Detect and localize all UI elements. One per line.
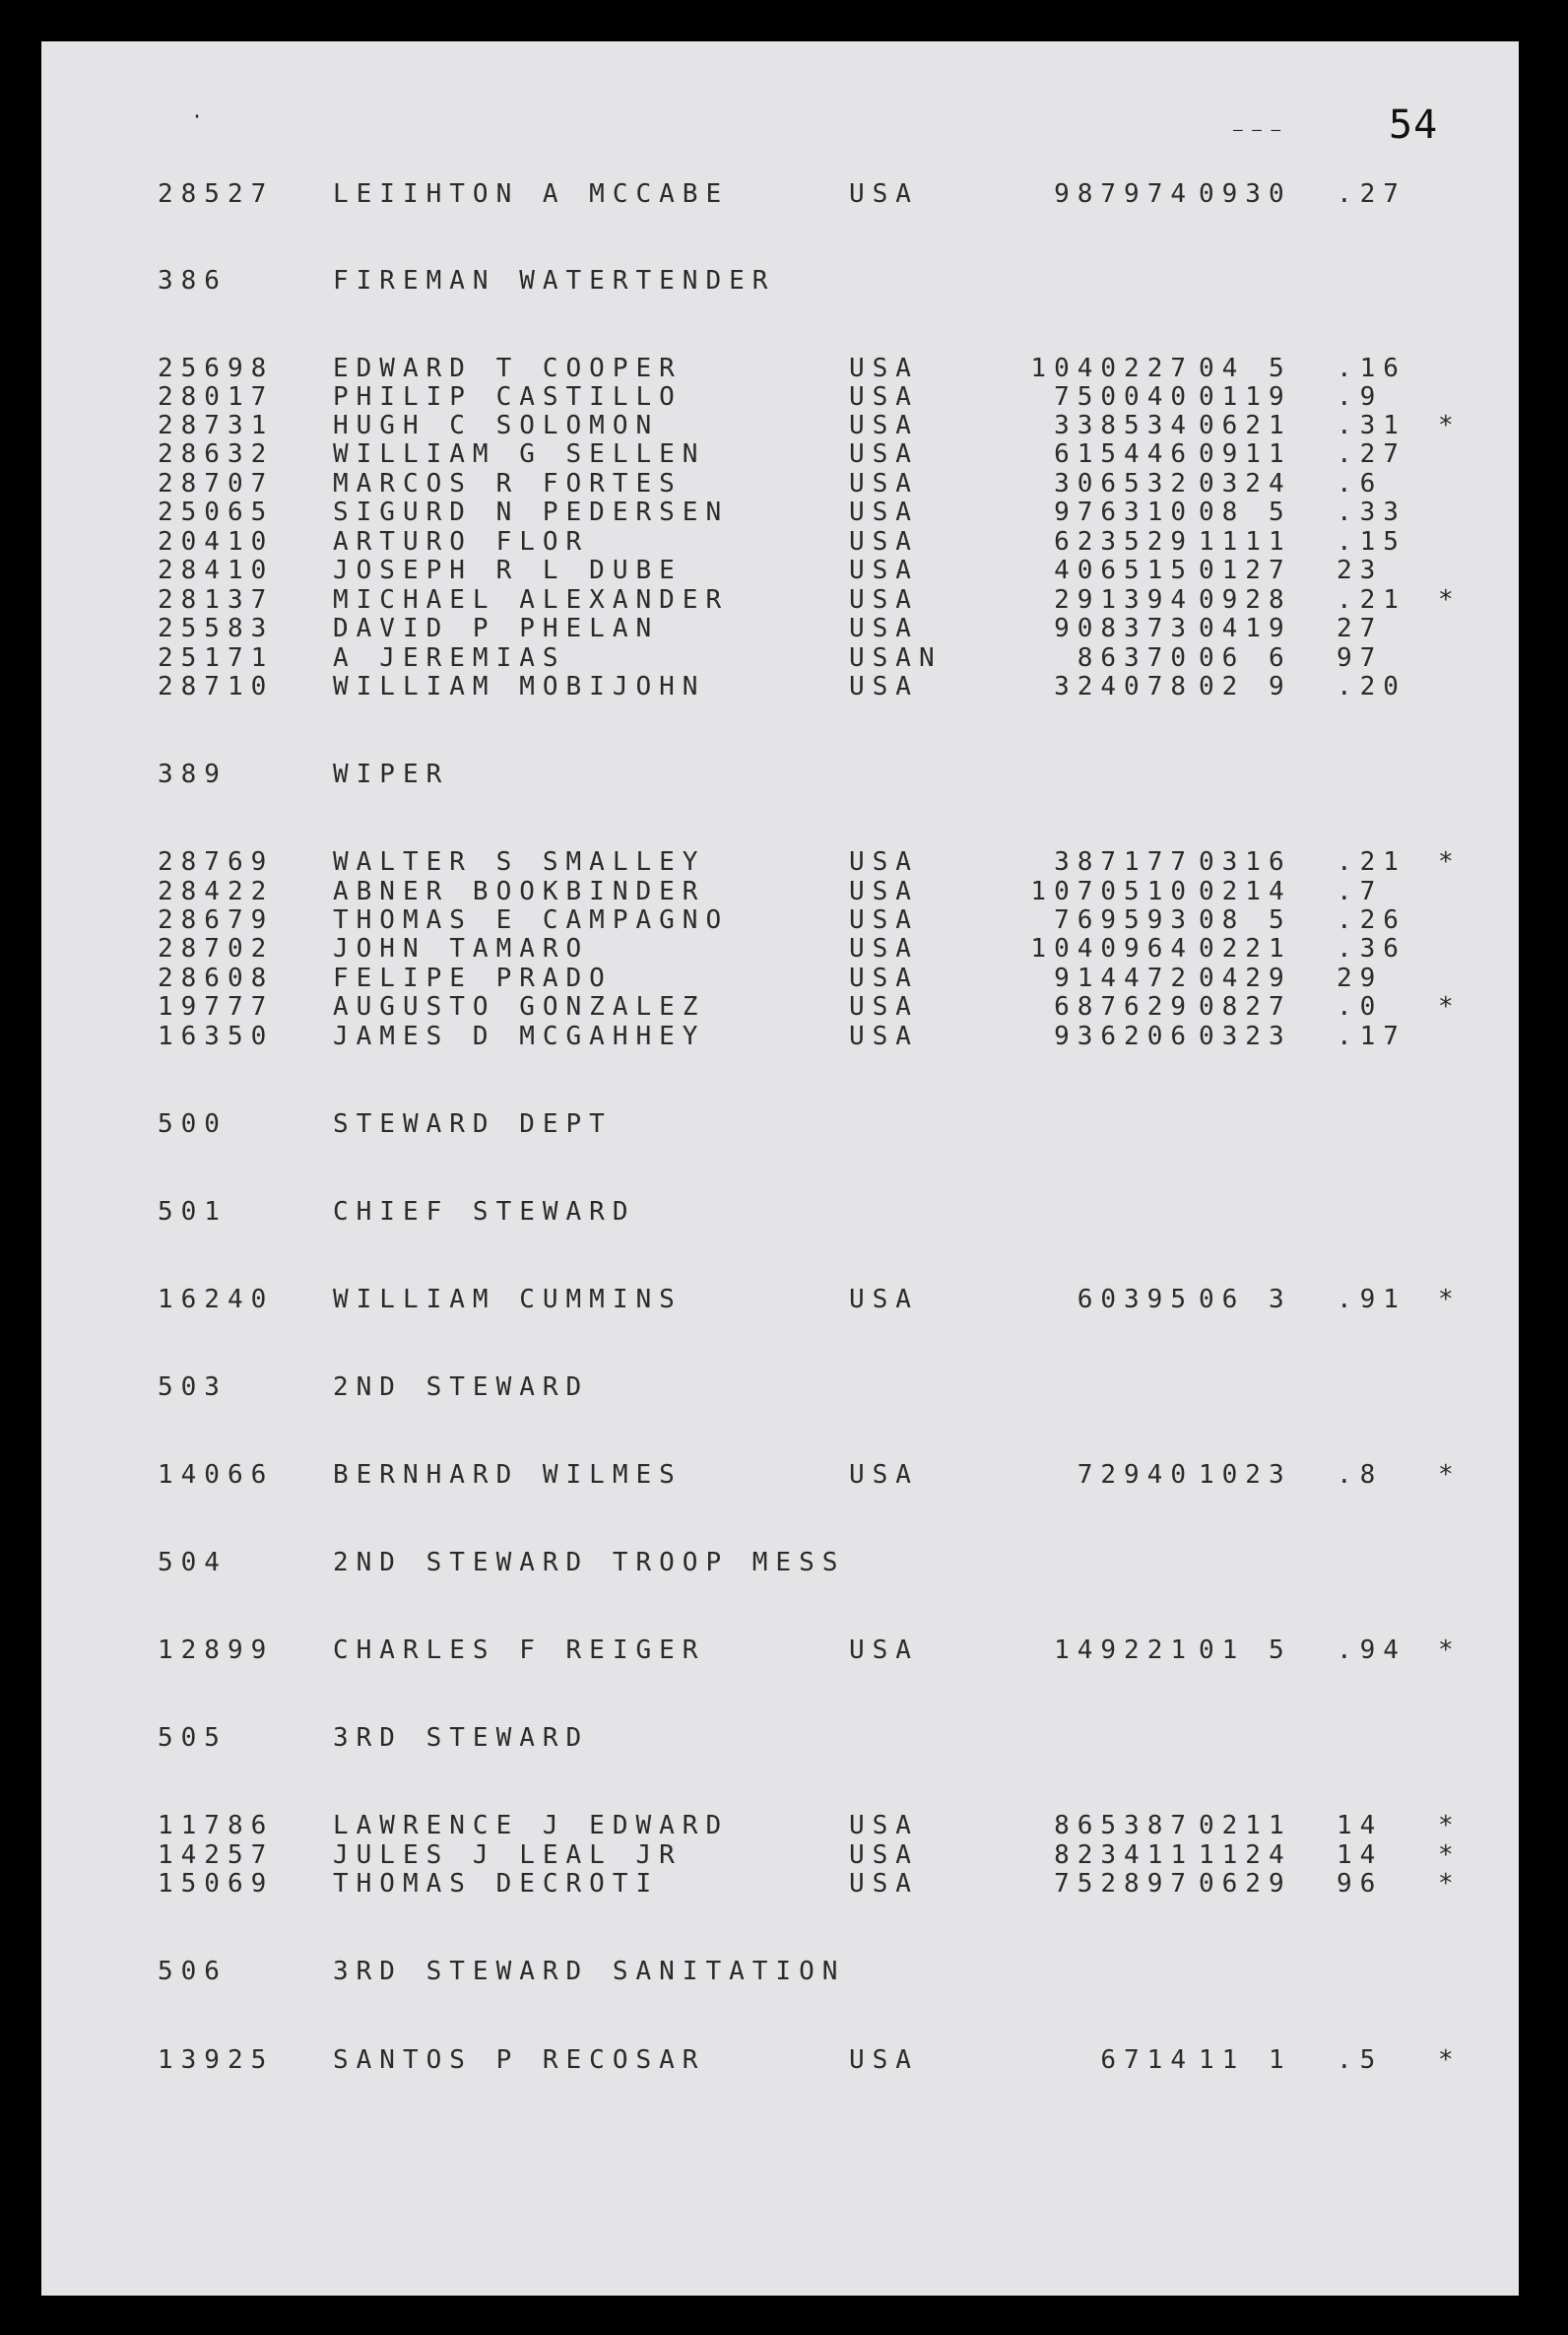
- section-header: [41, 760, 1519, 789]
- crew-value: 27: [1337, 614, 1384, 643]
- crew-date: 11 1: [1199, 2045, 1292, 2075]
- crew-nationality: USAN: [849, 643, 943, 673]
- asterisk-mark: *: [1438, 1840, 1454, 1870]
- crew-value: .6: [1337, 469, 1384, 499]
- crew-entry-row: [41, 614, 1519, 643]
- crew-nationality: USA: [849, 2045, 919, 2075]
- crew-nationality: USA: [849, 1869, 919, 1899]
- crew-nationality: USA: [849, 672, 919, 701]
- crew-name: WALTER S SMALLEY: [333, 847, 706, 877]
- crew-date: 04 5: [1199, 354, 1292, 383]
- crew-nationality: USA: [849, 877, 919, 906]
- crew-value: 14: [1337, 1811, 1384, 1840]
- crew-date: 01 5: [1199, 1635, 1292, 1665]
- crew-value: 97: [1337, 643, 1384, 673]
- crew-id: 19777: [158, 992, 275, 1022]
- speck-mark: ·: [191, 104, 204, 128]
- crew-nationality: USA: [849, 498, 919, 527]
- crew-id: 13925: [158, 2045, 275, 2075]
- crew-entry-row: [41, 877, 1519, 906]
- crew-id: 28632: [158, 439, 275, 469]
- crew-date: 0214: [1199, 877, 1292, 906]
- section-code: 389: [158, 760, 228, 789]
- section-header: [41, 1548, 1519, 1577]
- crew-nationality: USA: [849, 964, 919, 993]
- crew-id: 28679: [158, 905, 275, 935]
- document-page: [41, 41, 1519, 2296]
- dash-mark: – – –: [1233, 120, 1281, 139]
- crew-nationality: USA: [849, 1635, 919, 1665]
- crew-id: 28769: [158, 847, 275, 877]
- crew-name: LAWRENCE J EDWARD: [333, 1811, 730, 1840]
- crew-name: SIGURD N PEDERSEN: [333, 498, 730, 527]
- crew-entry-row: [41, 179, 1519, 209]
- crew-number: 86370: [1077, 643, 1194, 673]
- section-header: [41, 1957, 1519, 1986]
- crew-date: 1124: [1199, 1840, 1292, 1870]
- crew-entry-row: [41, 556, 1519, 585]
- crew-date: 0119: [1199, 382, 1292, 412]
- crew-nationality: USA: [849, 556, 919, 585]
- crew-entry-row: [41, 1285, 1519, 1314]
- crew-value: .20: [1337, 672, 1406, 701]
- section-title: 2ND STEWARD: [333, 1372, 590, 1402]
- crew-nationality: USA: [849, 382, 919, 412]
- asterisk-mark: *: [1438, 992, 1454, 1022]
- crew-value: 14: [1337, 1840, 1384, 1870]
- crew-name: MICHAEL ALEXANDER: [333, 585, 730, 615]
- crew-number: 338534: [1054, 411, 1194, 440]
- crew-value: .0: [1337, 992, 1384, 1022]
- crew-number: 752897: [1054, 1869, 1194, 1899]
- crew-value: .5: [1337, 2045, 1384, 2075]
- section-title: 3RD STEWARD: [333, 1723, 590, 1753]
- crew-entry-row: [41, 2045, 1519, 2075]
- crew-name: BERNHARD WILMES: [333, 1460, 683, 1490]
- crew-name: PHILIP CASTILLO: [333, 382, 683, 412]
- crew-value: .15: [1337, 527, 1406, 557]
- crew-name: LEIIHTON A MCCABE: [333, 179, 730, 209]
- crew-id: 25583: [158, 614, 275, 643]
- crew-nationality: USA: [849, 934, 919, 964]
- crew-entry-row: [41, 527, 1519, 557]
- crew-id: 28608: [158, 964, 275, 993]
- crew-date: 0419: [1199, 614, 1292, 643]
- crew-entry-row: [41, 1022, 1519, 1051]
- crew-date: 06 3: [1199, 1285, 1292, 1314]
- crew-value: .36: [1337, 934, 1406, 964]
- crew-value: .94: [1337, 1635, 1406, 1665]
- crew-number: 291394: [1054, 585, 1194, 615]
- section-title: STEWARD DEPT: [333, 1109, 613, 1139]
- crew-number: 623529: [1054, 527, 1194, 557]
- crew-number: 387177: [1054, 847, 1194, 877]
- crew-entry-row: [41, 934, 1519, 964]
- crew-number: 823411: [1054, 1840, 1194, 1870]
- section-title: WIPER: [333, 760, 450, 789]
- crew-entry-row: [41, 354, 1519, 383]
- crew-name: JOHN TAMARO: [333, 934, 590, 964]
- section-header: [41, 1723, 1519, 1753]
- crew-number: 306532: [1054, 469, 1194, 499]
- crew-id: 12899: [158, 1635, 275, 1665]
- crew-date: 0429: [1199, 964, 1292, 993]
- crew-entry-row: [41, 498, 1519, 527]
- crew-name: SANTOS P RECOSAR: [333, 2045, 706, 2075]
- crew-date: 0221: [1199, 934, 1292, 964]
- crew-value: .91: [1337, 1285, 1406, 1314]
- crew-date: 0629: [1199, 1869, 1292, 1899]
- crew-value: .9: [1337, 382, 1384, 412]
- crew-number: 615446: [1054, 439, 1194, 469]
- crew-entry-row: [41, 1869, 1519, 1899]
- section-code: 386: [158, 266, 228, 296]
- crew-id: 28137: [158, 585, 275, 615]
- crew-name: WILLIAM MOBIJOHN: [333, 672, 706, 701]
- crew-value: .27: [1337, 439, 1406, 469]
- crew-entry-row: [41, 1460, 1519, 1490]
- crew-nationality: USA: [849, 527, 919, 557]
- crew-date: 1111: [1199, 527, 1292, 557]
- asterisk-mark: *: [1438, 411, 1454, 440]
- crew-id: 28707: [158, 469, 275, 499]
- section-title: CHIEF STEWARD: [333, 1197, 636, 1227]
- crew-entry-row: [41, 643, 1519, 673]
- crew-nationality: USA: [849, 585, 919, 615]
- crew-date: 0127: [1199, 556, 1292, 585]
- crew-date: 08 5: [1199, 905, 1292, 935]
- section-header: [41, 266, 1519, 296]
- section-code: 505: [158, 1723, 228, 1753]
- crew-name: A JEREMIAS: [333, 643, 566, 673]
- asterisk-mark: *: [1438, 585, 1454, 615]
- crew-nationality: USA: [849, 411, 919, 440]
- crew-id: 28702: [158, 934, 275, 964]
- crew-value: .16: [1337, 354, 1406, 383]
- crew-id: 14257: [158, 1840, 275, 1870]
- crew-number: 6714: [1100, 2045, 1194, 2075]
- crew-number: 936206: [1054, 1022, 1194, 1051]
- crew-entry-row: [41, 1840, 1519, 1870]
- crew-list: [41, 41, 1519, 2296]
- crew-id: 28710: [158, 672, 275, 701]
- crew-name: JULES J LEAL JR: [333, 1840, 683, 1870]
- section-code: 503: [158, 1372, 228, 1402]
- crew-nationality: USA: [849, 179, 919, 209]
- crew-nationality: USA: [849, 1840, 919, 1870]
- crew-nationality: USA: [849, 1811, 919, 1840]
- crew-date: 1023: [1199, 1460, 1292, 1490]
- crew-date: 06 6: [1199, 643, 1292, 673]
- crew-date: 0827: [1199, 992, 1292, 1022]
- crew-id: 16240: [158, 1285, 275, 1314]
- crew-id: 20410: [158, 527, 275, 557]
- crew-name: ARTURO FLOR: [333, 527, 590, 557]
- crew-value: 96: [1337, 1869, 1384, 1899]
- crew-value: .21: [1337, 585, 1406, 615]
- crew-nationality: USA: [849, 1460, 919, 1490]
- crew-number: 908373: [1054, 614, 1194, 643]
- crew-entry-row: [41, 1811, 1519, 1840]
- section-title: FIREMAN WATERTENDER: [333, 266, 776, 296]
- crew-nationality: USA: [849, 469, 919, 499]
- crew-number: 324078: [1054, 672, 1194, 701]
- crew-number: 865387: [1054, 1811, 1194, 1840]
- crew-number: 914472: [1054, 964, 1194, 993]
- crew-id: 15069: [158, 1869, 275, 1899]
- crew-entry-row: [41, 1635, 1519, 1665]
- crew-nationality: USA: [849, 1022, 919, 1051]
- asterisk-mark: *: [1438, 1285, 1454, 1314]
- crew-date: 02 9: [1199, 672, 1292, 701]
- crew-name: MARCOS R FORTES: [333, 469, 683, 499]
- crew-number: 1070510: [1030, 877, 1194, 906]
- crew-name: HUGH C SOLOMON: [333, 411, 660, 440]
- crew-name: ABNER BOOKBINDER: [333, 877, 706, 906]
- crew-id: 28731: [158, 411, 275, 440]
- section-title: 2ND STEWARD TROOP MESS: [333, 1548, 846, 1577]
- crew-number: 60395: [1077, 1285, 1194, 1314]
- crew-number: 406515: [1054, 556, 1194, 585]
- crew-id: 25171: [158, 643, 275, 673]
- crew-number: 987974: [1054, 179, 1194, 209]
- asterisk-mark: *: [1438, 1635, 1454, 1665]
- crew-number: 750040: [1054, 382, 1194, 412]
- section-code: 501: [158, 1197, 228, 1227]
- crew-name: CHARLES F REIGER: [333, 1635, 706, 1665]
- asterisk-mark: *: [1438, 1460, 1454, 1490]
- section-code: 506: [158, 1957, 228, 1986]
- crew-nationality: USA: [849, 847, 919, 877]
- section-title: 3RD STEWARD SANITATION: [333, 1957, 846, 1986]
- crew-nationality: USA: [849, 905, 919, 935]
- asterisk-mark: *: [1438, 2045, 1454, 2075]
- crew-date: 0621: [1199, 411, 1292, 440]
- crew-value: .7: [1337, 877, 1384, 906]
- crew-entry-row: [41, 585, 1519, 615]
- crew-number: 149221: [1054, 1635, 1194, 1665]
- crew-nationality: USA: [849, 354, 919, 383]
- crew-value: .21: [1337, 847, 1406, 877]
- crew-value: 29: [1337, 964, 1384, 993]
- section-header: [41, 1372, 1519, 1402]
- crew-value: 23: [1337, 556, 1384, 585]
- crew-entry-row: [41, 905, 1519, 935]
- crew-id: 28410: [158, 556, 275, 585]
- crew-date: 0211: [1199, 1811, 1292, 1840]
- crew-entry-row: [41, 382, 1519, 412]
- crew-number: 687629: [1054, 992, 1194, 1022]
- crew-name: WILLIAM CUMMINS: [333, 1285, 683, 1314]
- crew-nationality: USA: [849, 614, 919, 643]
- crew-id: 28527: [158, 179, 275, 209]
- crew-number: 769593: [1054, 905, 1194, 935]
- crew-nationality: USA: [849, 992, 919, 1022]
- crew-value: .33: [1337, 498, 1406, 527]
- crew-date: 0911: [1199, 439, 1292, 469]
- crew-entry-row: [41, 411, 1519, 440]
- crew-id: 14066: [158, 1460, 275, 1490]
- crew-entry-row: [41, 439, 1519, 469]
- crew-name: DAVID P PHELAN: [333, 614, 660, 643]
- crew-value: .26: [1337, 905, 1406, 935]
- crew-name: FELIPE PRADO: [333, 964, 613, 993]
- crew-date: 0928: [1199, 585, 1292, 615]
- crew-id: 11786: [158, 1811, 275, 1840]
- crew-id: 25065: [158, 498, 275, 527]
- crew-number: 72940: [1077, 1460, 1194, 1490]
- asterisk-mark: *: [1438, 847, 1454, 877]
- crew-entry-row: [41, 672, 1519, 701]
- crew-number: 1040964: [1030, 934, 1194, 964]
- crew-name: AUGUSTO GONZALEZ: [333, 992, 706, 1022]
- crew-value: .17: [1337, 1022, 1406, 1051]
- crew-nationality: USA: [849, 439, 919, 469]
- crew-number: 976310: [1054, 498, 1194, 527]
- crew-entry-row: [41, 469, 1519, 499]
- crew-name: THOMAS E CAMPAGNO: [333, 905, 730, 935]
- crew-name: JAMES D MCGAHHEY: [333, 1022, 706, 1051]
- crew-date: 0324: [1199, 469, 1292, 499]
- section-header: [41, 1197, 1519, 1227]
- page-number: 54: [1389, 102, 1439, 148]
- crew-date: 0316: [1199, 847, 1292, 877]
- crew-entry-row: [41, 992, 1519, 1022]
- crew-name: THOMAS DECROTI: [333, 1869, 660, 1899]
- section-header: [41, 1109, 1519, 1139]
- crew-date: 0323: [1199, 1022, 1292, 1051]
- crew-entry-row: [41, 847, 1519, 877]
- crew-value: .27: [1337, 179, 1406, 209]
- crew-id: 25698: [158, 354, 275, 383]
- crew-nationality: USA: [849, 1285, 919, 1314]
- crew-name: EDWARD T COOPER: [333, 354, 683, 383]
- crew-value: .8: [1337, 1460, 1384, 1490]
- crew-number: 1040227: [1030, 354, 1194, 383]
- crew-name: WILLIAM G SELLEN: [333, 439, 706, 469]
- crew-date: 0930: [1199, 179, 1292, 209]
- crew-id: 16350: [158, 1022, 275, 1051]
- asterisk-mark: *: [1438, 1869, 1454, 1899]
- crew-id: 28422: [158, 877, 275, 906]
- crew-name: JOSEPH R L DUBE: [333, 556, 683, 585]
- asterisk-mark: *: [1438, 1811, 1454, 1840]
- section-code: 500: [158, 1109, 228, 1139]
- section-code: 504: [158, 1548, 228, 1577]
- crew-entry-row: [41, 964, 1519, 993]
- crew-date: 08 5: [1199, 498, 1292, 527]
- crew-value: .31: [1337, 411, 1406, 440]
- crew-id: 28017: [158, 382, 275, 412]
